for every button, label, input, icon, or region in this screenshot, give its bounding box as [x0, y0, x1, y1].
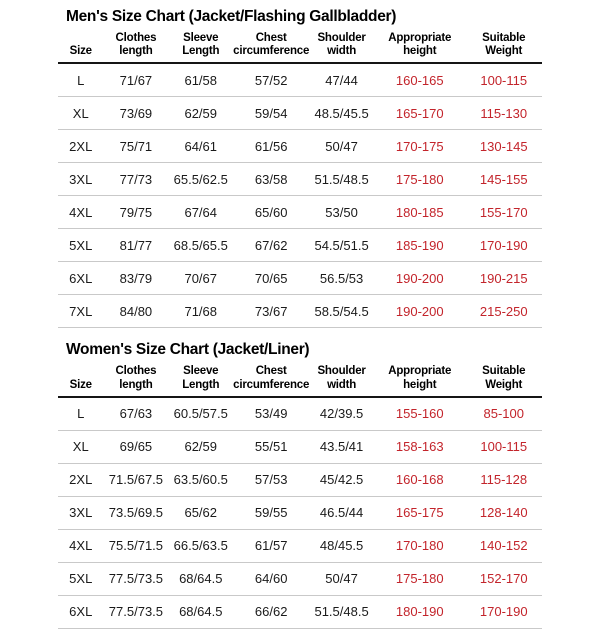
table-row: [58, 262, 542, 295]
table-row: [58, 463, 542, 496]
table-cell: 53/49: [233, 397, 309, 431]
table-cell: 180-185: [374, 196, 465, 229]
size-cell: 7XL: [58, 295, 103, 328]
size-cell: XL: [58, 430, 103, 463]
size-cell: 6XL: [58, 595, 103, 628]
column-header: Suitable Weight: [465, 364, 542, 396]
table-row: [58, 63, 542, 97]
table-cell: 56.5/53: [309, 262, 374, 295]
column-header: Shoulder width: [309, 31, 374, 63]
table-cell: 67/64: [168, 196, 233, 229]
size-cell: 3XL: [58, 496, 103, 529]
table-cell: 70/67: [168, 262, 233, 295]
table-cell: 68/64.5: [168, 562, 233, 595]
table-cell: 75.5/71.5: [103, 529, 168, 562]
table-cell: 79/75: [103, 196, 168, 229]
table-cell: 115-130: [465, 97, 542, 130]
table-row: [58, 430, 542, 463]
table-row: [58, 529, 542, 562]
table-cell: 51.5/48.5: [309, 163, 374, 196]
table-cell: 170-190: [465, 229, 542, 262]
table-cell: 62/59: [168, 97, 233, 130]
size-cell: 3XL: [58, 163, 103, 196]
column-header: Appropriate height: [374, 364, 465, 396]
table-cell: 130-145: [465, 130, 542, 163]
mens-size-chart-section: [58, 8, 542, 328]
womens-chart-title: Women's Size Chart (Jacket/Liner): [66, 341, 310, 359]
table-cell: 45/42.5: [309, 463, 374, 496]
column-header: Chest circumference: [233, 364, 309, 396]
table-cell: 50/47: [309, 562, 374, 595]
table-cell: 145-155: [465, 163, 542, 196]
column-header: Size: [58, 31, 103, 63]
table-cell: 50/47: [309, 130, 374, 163]
table-cell: 70/65: [233, 262, 309, 295]
table-cell: 65/60: [233, 196, 309, 229]
size-cell: 5XL: [58, 229, 103, 262]
table-cell: 67/63: [103, 397, 168, 431]
table-cell: 77.5/73.5: [103, 562, 168, 595]
table-row: [58, 163, 542, 196]
table-cell: 190-200: [374, 262, 465, 295]
table-cell: 55/51: [233, 430, 309, 463]
table-cell: 60.5/57.5: [168, 397, 233, 431]
table-cell: 75/71: [103, 130, 168, 163]
table-cell: 128-140: [465, 496, 542, 529]
table-cell: 215-250: [465, 295, 542, 328]
table-row: [58, 196, 542, 229]
table-cell: 71.5/67.5: [103, 463, 168, 496]
table-cell: 63.5/60.5: [168, 463, 233, 496]
table-cell: 100-115: [465, 63, 542, 97]
column-header: Suitable Weight: [465, 31, 542, 63]
table-cell: 73/67: [233, 295, 309, 328]
table-cell: 47/44: [309, 63, 374, 97]
column-header: Appropriate height: [374, 31, 465, 63]
table-cell: 73/69: [103, 97, 168, 130]
table-row: [58, 97, 542, 130]
table-cell: 180-190: [374, 595, 465, 628]
table-cell: 61/58: [168, 63, 233, 97]
size-cell: 4XL: [58, 529, 103, 562]
column-header: Chest circumference: [233, 31, 309, 63]
size-cell: L: [58, 397, 103, 431]
table-cell: 63/58: [233, 163, 309, 196]
size-cell: 5XL: [58, 562, 103, 595]
size-cell: L: [58, 63, 103, 97]
table-cell: 77.5/73.5: [103, 595, 168, 628]
column-header: Sleeve Length: [168, 31, 233, 63]
table-row: [58, 130, 542, 163]
table-row: [58, 229, 542, 262]
size-cell: 2XL: [58, 463, 103, 496]
table-cell: 190-215: [465, 262, 542, 295]
table-cell: 48/45.5: [309, 529, 374, 562]
table-row: [58, 397, 542, 431]
size-cell: XL: [58, 97, 103, 130]
table-cell: 83/79: [103, 262, 168, 295]
table-cell: 190-200: [374, 295, 465, 328]
table-cell: 61/57: [233, 529, 309, 562]
table-cell: 170-190: [465, 595, 542, 628]
table-cell: 155-160: [374, 397, 465, 431]
column-header: Sleeve Length: [168, 364, 233, 396]
table-cell: 165-170: [374, 97, 465, 130]
size-cell: 4XL: [58, 196, 103, 229]
table-cell: 152-170: [465, 562, 542, 595]
table-cell: 170-175: [374, 130, 465, 163]
table-cell: 57/52: [233, 63, 309, 97]
table-cell: 160-165: [374, 63, 465, 97]
table-cell: 51.5/48.5: [309, 595, 374, 628]
table-cell: 140-152: [465, 529, 542, 562]
table-cell: 81/77: [103, 229, 168, 262]
mens-chart-title: Men's Size Chart (Jacket/Flashing Gallbladder): [66, 8, 397, 25]
table-cell: 68/64.5: [168, 595, 233, 628]
size-cell: 2XL: [58, 130, 103, 163]
table-cell: 57/53: [233, 463, 309, 496]
table-cell: 170-180: [374, 529, 465, 562]
column-header: Shoulder width: [309, 364, 374, 396]
table-cell: 165-175: [374, 496, 465, 529]
table-cell: 66/62: [233, 595, 309, 628]
table-cell: 175-180: [374, 562, 465, 595]
table-cell: 85-100: [465, 397, 542, 431]
column-header: Clothes length: [103, 31, 168, 63]
size-cell: 6XL: [58, 262, 103, 295]
table-cell: 71/67: [103, 63, 168, 97]
table-cell: 100-115: [465, 430, 542, 463]
table-cell: 115-128: [465, 463, 542, 496]
table-cell: 61/56: [233, 130, 309, 163]
table-cell: 64/60: [233, 562, 309, 595]
table-cell: 155-170: [465, 196, 542, 229]
table-cell: 160-168: [374, 463, 465, 496]
mens-size-table: [58, 31, 542, 328]
table-cell: 175-180: [374, 163, 465, 196]
table-cell: 64/61: [168, 130, 233, 163]
table-cell: 69/65: [103, 430, 168, 463]
table-cell: 62/59: [168, 430, 233, 463]
table-cell: 65/62: [168, 496, 233, 529]
table-row: [58, 595, 542, 628]
table-cell: 48.5/45.5: [309, 97, 374, 130]
table-cell: 158-163: [374, 430, 465, 463]
womens-size-table: [58, 364, 542, 628]
table-cell: 42/39.5: [309, 397, 374, 431]
table-cell: 54.5/51.5: [309, 229, 374, 262]
header-row: [58, 364, 542, 396]
table-cell: 59/55: [233, 496, 309, 529]
table-cell: 71/68: [168, 295, 233, 328]
column-header: Clothes length: [103, 364, 168, 396]
table-cell: 53/50: [309, 196, 374, 229]
womens-size-chart-section: [58, 341, 542, 628]
table-cell: 185-190: [374, 229, 465, 262]
table-cell: 67/62: [233, 229, 309, 262]
table-cell: 65.5/62.5: [168, 163, 233, 196]
table-row: [58, 562, 542, 595]
table-cell: 77/73: [103, 163, 168, 196]
table-cell: 68.5/65.5: [168, 229, 233, 262]
table-row: [58, 295, 542, 328]
table-cell: 59/54: [233, 97, 309, 130]
column-header: Size: [58, 364, 103, 396]
table-cell: 58.5/54.5: [309, 295, 374, 328]
table-row: [58, 496, 542, 529]
table-cell: 73.5/69.5: [103, 496, 168, 529]
table-cell: 66.5/63.5: [168, 529, 233, 562]
table-cell: 43.5/41: [309, 430, 374, 463]
table-cell: 84/80: [103, 295, 168, 328]
header-row: [58, 31, 542, 63]
table-cell: 46.5/44: [309, 496, 374, 529]
